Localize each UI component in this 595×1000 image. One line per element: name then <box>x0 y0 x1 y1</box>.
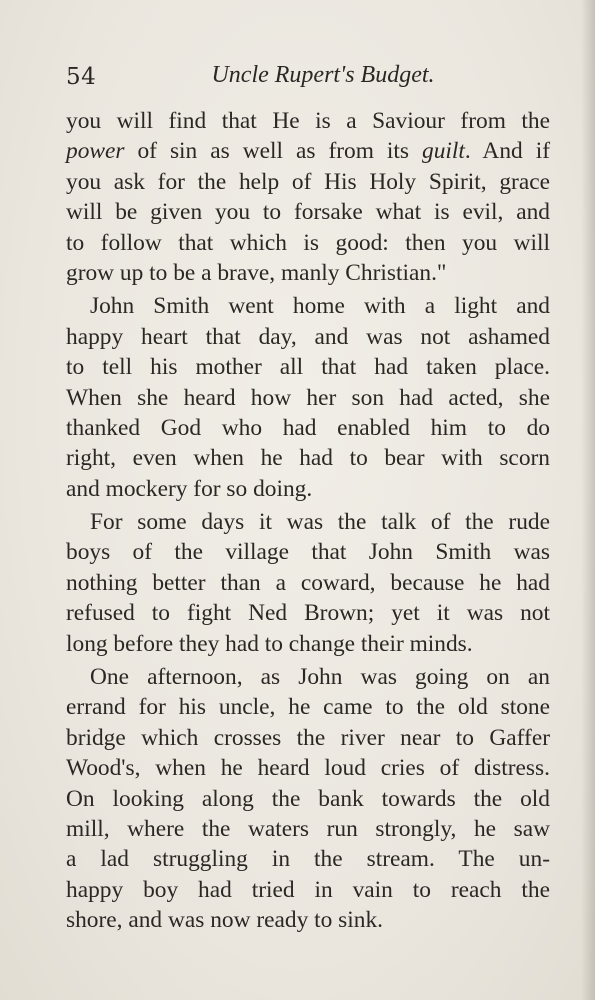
text-line <box>66 291 550 321</box>
text-line <box>66 568 550 598</box>
text-line <box>66 197 550 227</box>
text-segment: mill, where the waters run strongly, he saw <box>66 815 550 842</box>
text-segment: One afternoon, as John was going on an <box>90 664 550 691</box>
text-line <box>66 723 550 753</box>
text-line <box>66 443 550 473</box>
text-segment: bridge which crosses the river near to Gaffer <box>66 724 550 751</box>
running-title: Uncle Rupert's Budget. <box>211 62 435 88</box>
text-segment: a lad struggling in the stream. The un- <box>66 846 550 873</box>
text-segment: to tell his mother all that had taken place. <box>66 354 550 381</box>
text-segment: you ask for the help of His Holy Spirit, grace <box>66 168 550 195</box>
text-segment: to follow that which is good: then you will <box>66 229 550 256</box>
text-segment: of sin as well as from its <box>124 138 422 165</box>
body-text <box>66 106 550 936</box>
text-segment: For some days it was the talk of the rude <box>90 509 550 536</box>
text-line <box>66 537 550 567</box>
text-line <box>66 598 550 628</box>
text-segment: shore, and was now ready to sink. <box>66 907 384 934</box>
text-segment: On looking along the bank towards the old <box>66 785 550 812</box>
text-line <box>66 228 550 258</box>
text-line <box>66 844 550 874</box>
text-segment: refused to fight Ned Brown; yet it was not <box>66 600 550 627</box>
paragraph <box>66 106 550 288</box>
paragraph <box>66 662 550 936</box>
text-segment: thanked God who had enabled him to do <box>66 414 550 441</box>
italic-emphasis: power <box>66 138 125 165</box>
text-segment: and mockery for so doing. <box>66 475 313 502</box>
text-segment: John Smith went home with a light and <box>90 293 550 320</box>
text-segment: will be given you to forsake what is evil, and <box>66 199 550 226</box>
text-line <box>66 784 550 814</box>
text-line <box>66 474 550 504</box>
text-segment: long before they had to change their minds. <box>66 630 473 657</box>
text-line <box>66 413 550 443</box>
page-number: 54 <box>66 64 97 90</box>
text-line <box>66 629 550 659</box>
text-line <box>66 753 550 783</box>
text-segment: right, even when he had to bear with scorn <box>66 445 550 472</box>
italic-emphasis: guilt <box>422 138 465 165</box>
text-line <box>66 258 550 288</box>
text-segment: errand for his uncle, he came to the old stone <box>66 694 550 721</box>
text-line <box>66 814 550 844</box>
text-line <box>66 507 550 537</box>
text-segment: When she heard how her son had acted, she <box>66 384 550 411</box>
paragraph <box>66 291 550 504</box>
text-line <box>66 875 550 905</box>
text-line <box>66 905 550 935</box>
text-line <box>66 136 550 166</box>
text-segment: grow up to be a brave, manly Christian." <box>66 259 447 286</box>
paragraph <box>66 507 550 659</box>
text-line <box>66 352 550 382</box>
text-line <box>66 692 550 722</box>
text-segment: nothing better than a coward, because he had <box>66 569 550 596</box>
text-segment: happy boy had tried in vain to reach the <box>66 876 550 903</box>
text-segment: boys of the village that John Smith was <box>66 539 550 566</box>
text-line <box>66 383 550 413</box>
text-line <box>66 662 550 692</box>
text-segment: happy heart that day, and was not ashamed <box>66 323 550 350</box>
text-segment: Wood's, when he heard loud cries of distress. <box>66 755 550 782</box>
text-line <box>66 167 550 197</box>
text-segment: . And if <box>464 138 550 165</box>
text-segment: you will find that He is a Saviour from the <box>66 108 550 134</box>
text-line <box>66 322 550 352</box>
text-line <box>66 106 550 136</box>
page-header <box>66 60 550 100</box>
